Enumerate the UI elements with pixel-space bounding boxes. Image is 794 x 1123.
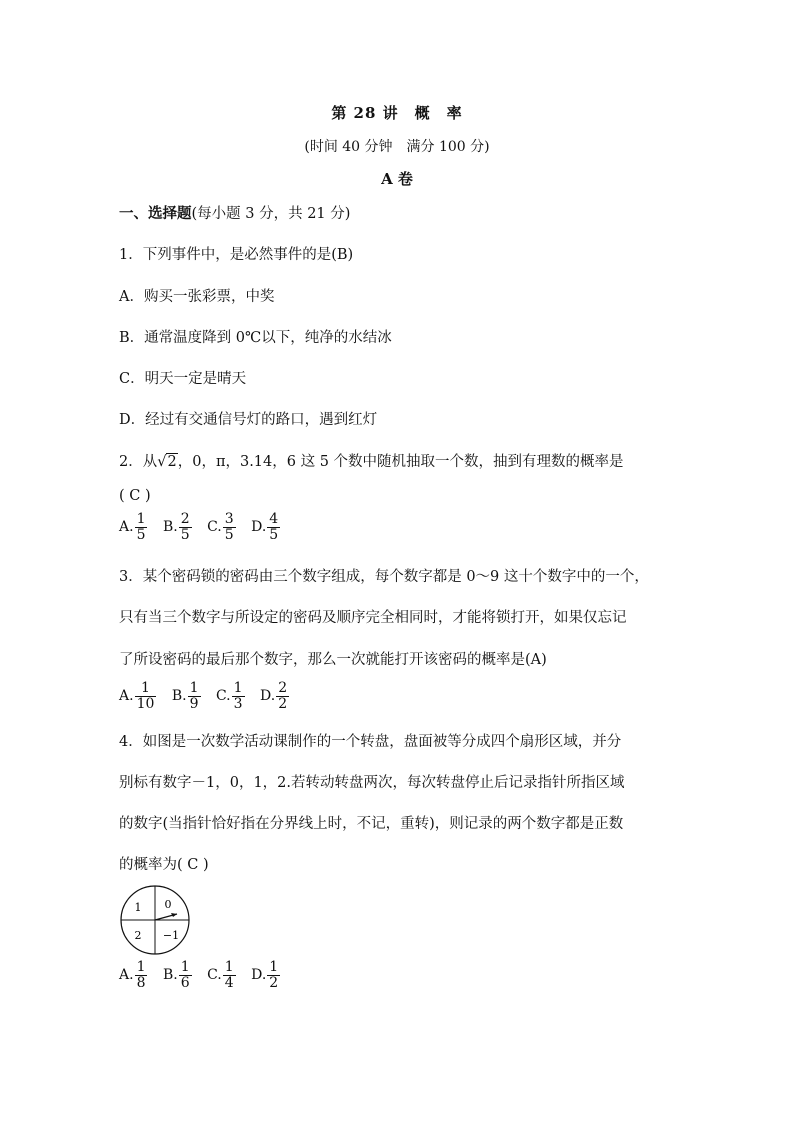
q1-option-b: B．通常温度降到 0℃以下，纯净的水结冰: [119, 330, 392, 346]
option-fraction: [135, 512, 148, 542]
q4-option: [207, 960, 237, 990]
q2-rest: ，0，π，3.14，6 这 5 个数中随机抽取一个数，抽到有理数的概率是: [177, 454, 624, 470]
fraction-denominator: 5: [136, 526, 146, 543]
q3-option: [260, 681, 290, 711]
fraction-numerator: 1: [269, 959, 279, 975]
fraction-numerator: 1: [224, 959, 234, 975]
spinner-label-tl: 1: [134, 901, 142, 914]
spinner-label-br: −1: [162, 929, 180, 942]
q3-options: [119, 681, 300, 711]
q3-line-2: 只有当三个数字与所设定的密码及顺序完全相同时，才能将锁打开，如果仅忘记: [119, 610, 627, 626]
fraction-denominator: 9: [189, 695, 199, 712]
option-fraction: [135, 681, 157, 711]
option-fraction: [223, 960, 236, 990]
q4-line-4: 的概率为( C ): [119, 857, 209, 873]
q3-option: [119, 681, 157, 711]
q3-line-1: 3．某个密码锁的密码由三个数字组成，每个数字都是 0～9 这十个数字中的一个，: [119, 569, 649, 585]
q2-option: [119, 512, 148, 542]
fraction-numerator: 1: [180, 959, 190, 975]
fraction-denominator: 3: [233, 695, 243, 712]
option-letter: A.: [119, 519, 134, 536]
option-fraction: [135, 960, 148, 990]
option-fraction: [267, 960, 280, 990]
fraction-denominator: 6: [180, 974, 190, 991]
option-fraction: [267, 512, 280, 542]
fraction-numerator: 1: [135, 681, 157, 697]
option-letter: C.: [207, 967, 222, 984]
q4-option: [163, 960, 193, 990]
option-letter: D.: [251, 519, 267, 536]
q4-line-2: 别标有数字－1，0，1，2.若转动转盘两次，每次转盘停止后记录指针所指区域: [119, 775, 625, 791]
option-fraction: [223, 512, 236, 542]
option-fraction: [179, 512, 192, 542]
fraction-numerator: 1: [136, 511, 146, 527]
section-heading: [119, 202, 350, 223]
q2-options: [119, 512, 291, 542]
q4-line-3: 的数字(当指针恰好指在分界线上时，不记，重转)，则记录的两个数字都是正数: [119, 816, 624, 832]
q3-line-3: 了所设密码的最后那个数字，那么一次就能打开该密码的概率是(A): [119, 652, 547, 668]
page-subtitle: (时间 40 分钟 满分 100 分): [304, 139, 490, 155]
fraction-numerator: 1: [189, 680, 199, 696]
q4-option: [119, 960, 148, 990]
spinner-label-bl: 2: [134, 929, 142, 942]
option-letter: A.: [119, 967, 134, 984]
fraction-numerator: 1: [136, 959, 146, 975]
q2-answer: ( C ): [119, 488, 151, 504]
q4-line-1: 4．如图是一次数学活动课制作的一个转盘，盘面被等分成四个扇形区域，并分: [119, 734, 622, 750]
q2-prefix: 2．从: [119, 454, 158, 470]
fraction-numerator: 2: [278, 680, 288, 696]
q1-option-a: A．购买一张彩票，中奖: [119, 289, 275, 305]
fraction-numerator: 1: [233, 680, 243, 696]
q2-option: [251, 512, 281, 542]
q2-option: [207, 512, 237, 542]
q2-option: [163, 512, 193, 542]
sqrt-symbol: √2: [157, 454, 177, 470]
option-letter: B.: [162, 519, 178, 536]
volume-label: A 卷: [381, 170, 413, 188]
fraction-denominator: 2: [269, 974, 279, 991]
q1-option-d: D．经过有交通信号灯的路口，遇到红灯: [119, 412, 378, 428]
fraction-denominator: 8: [136, 974, 146, 991]
fraction-denominator: 4: [224, 974, 234, 991]
fraction-numerator: 4: [269, 511, 279, 527]
option-letter: C.: [207, 519, 222, 536]
fraction-denominator: 5: [180, 526, 190, 543]
section-title: 一、选择题: [119, 205, 192, 222]
q1-stem: 1．下列事件中，是必然事件的是(B): [119, 247, 354, 263]
fraction-denominator: 2: [278, 695, 288, 712]
spinner-diagram: [119, 884, 191, 956]
option-fraction: [188, 681, 201, 711]
option-letter: D.: [251, 967, 267, 984]
option-letter: D.: [260, 688, 276, 705]
option-letter: B.: [162, 967, 178, 984]
sqrt-radicand: 2: [167, 454, 177, 470]
fraction-numerator: 2: [180, 511, 190, 527]
page-title: 第 28 讲 概 率: [331, 104, 463, 122]
fraction-denominator: 5: [224, 526, 234, 543]
option-letter: B.: [171, 688, 187, 705]
section-note: (每小题 3 分，共 21 分): [191, 206, 351, 222]
option-letter: C.: [215, 688, 231, 705]
option-fraction: [232, 681, 245, 711]
q3-option: [216, 681, 246, 711]
q1-option-c: C．明天一定是晴天: [119, 371, 247, 387]
fraction-denominator: 10: [136, 695, 155, 712]
q4-option: [251, 960, 281, 990]
option-fraction: [179, 960, 192, 990]
q2-stem: [119, 450, 624, 471]
spinner-label-tr: 0: [164, 898, 172, 911]
fraction-numerator: 3: [224, 511, 234, 527]
fraction-denominator: 5: [269, 526, 279, 543]
q4-options: [119, 960, 291, 990]
option-fraction: [276, 681, 289, 711]
q3-option: [172, 681, 202, 711]
option-letter: A.: [119, 688, 134, 705]
